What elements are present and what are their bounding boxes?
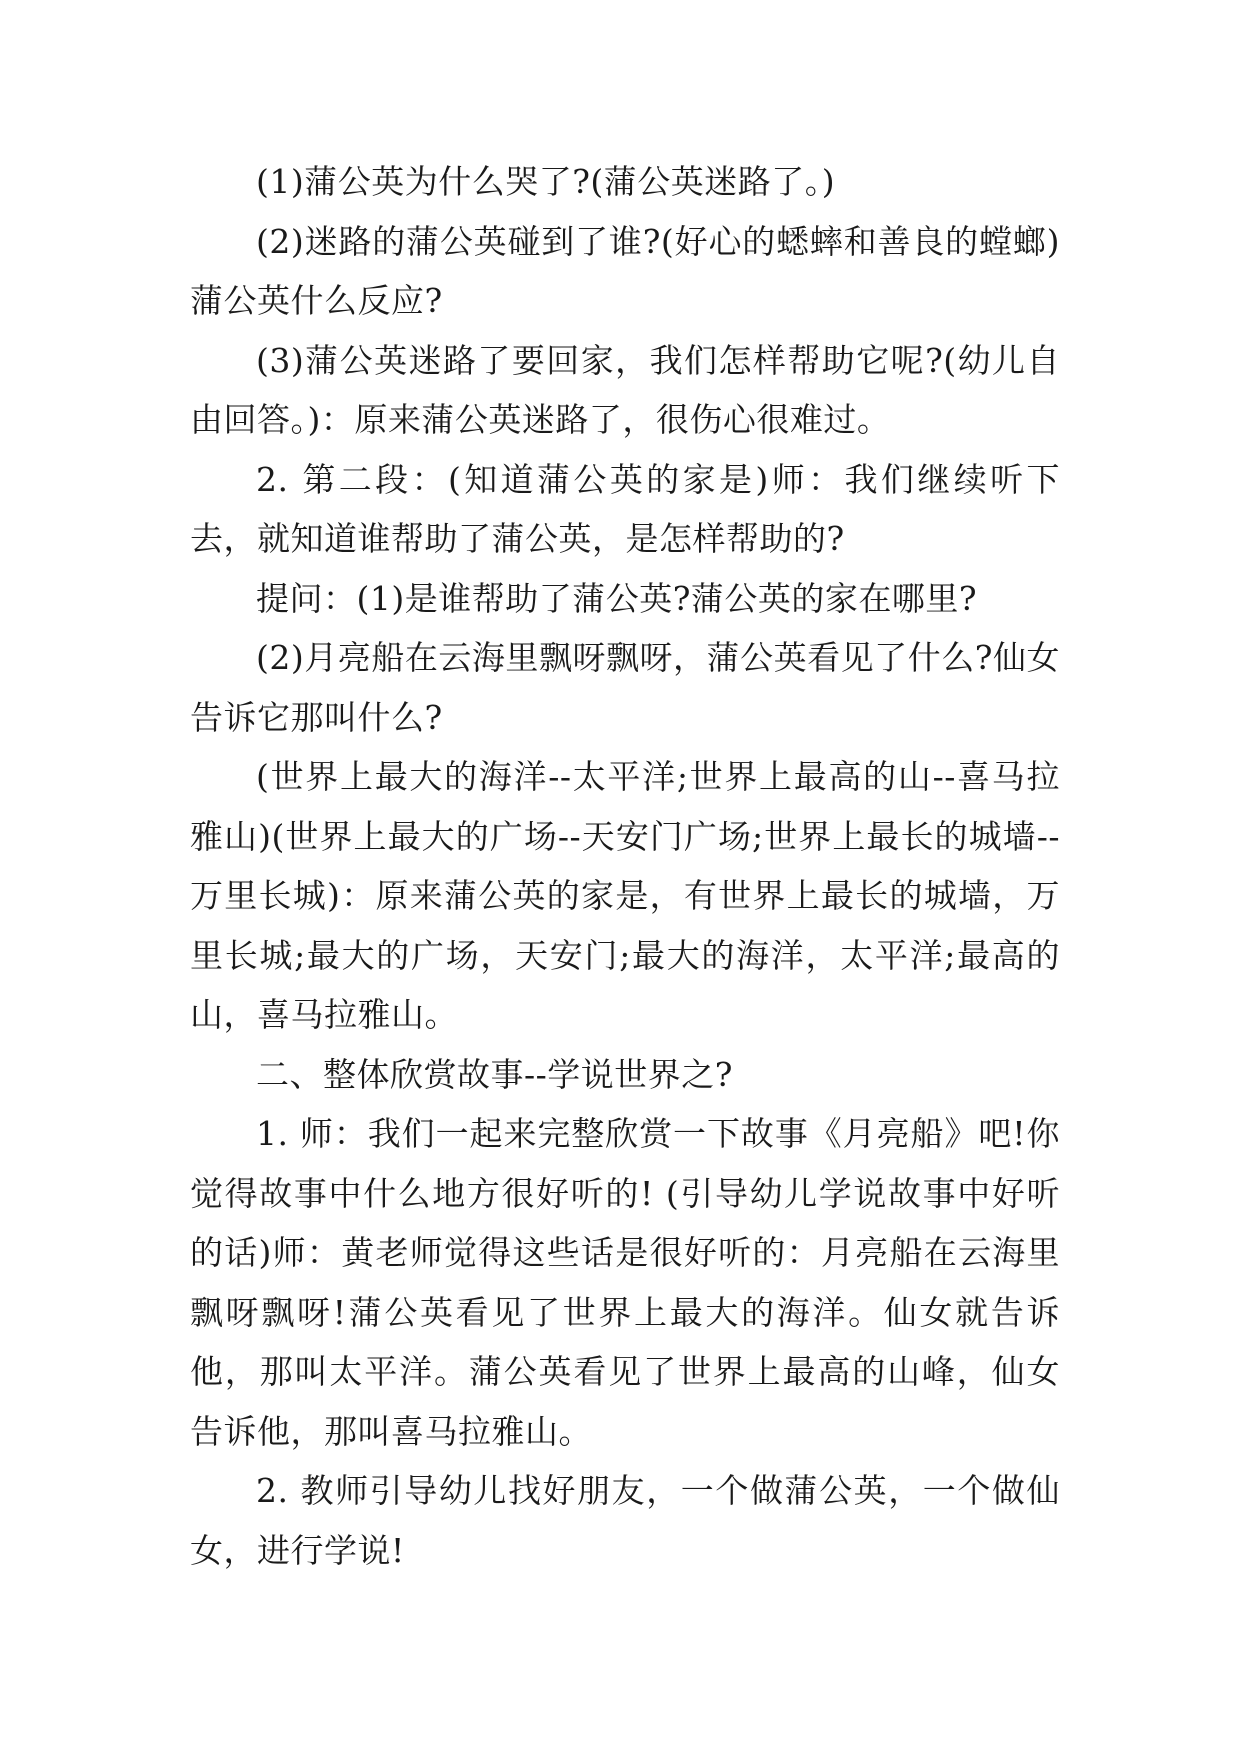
document-body [190, 152, 1060, 1580]
section-heading-2: 二、整体欣赏故事--学说世界之? [256, 1054, 733, 1094]
paragraph-role-play: 2. 教师引导幼儿找好朋友，一个做蒲公英，一个做仙女，进行学说! [190, 1471, 1060, 1570]
paragraph-question-2: (2)迷路的蒲公英碰到了谁?(好心的蟋蟀和善良的螳螂)蒲公英什么反应? [190, 221, 1060, 320]
paragraph-question-3: (3)蒲公英迷路了要回家，我们怎样帮助它呢?(幼儿自由回答。)：原来蒲公英迷路了，很伤心很难过。 [190, 340, 1060, 439]
paragraph-ask-2: (2)月亮船在云海里飘呀飘呀，蒲公英看见了什么?仙女告诉它那叫什么? [190, 638, 1060, 737]
paragraph-question-1: (1)蒲公英为什么哭了?(蒲公英迷路了。) [256, 162, 836, 201]
paragraph-story-appreciation: 1. 师：我们一起来完整欣赏一下故事《月亮船》吧!你觉得故事中什么地方很好听的! (引导幼儿学说故事中好听的话)师：黄老师觉得这些话是很好听的：月亮船在云海里飘呀飘呀!蒲公英看见了世界上最大的海洋。仙女就告诉他，那叫太平洋。蒲公英看见了世界上最高的山峰，仙女告诉他，那叫喜马拉雅山。 [190, 1114, 1060, 1451]
paragraph-world-facts: (世界上最大的海洋--太平洋;世界上最高的山--喜马拉雅山)(世界上最大的广场--天安门广场;世界上最长的城墙--万里长城)：原来蒲公英的家是，有世界上最长的城墙，万里长城;最大的广场，天安门;最大的海洋，太平洋;最高的山，喜马拉雅山。 [190, 757, 1060, 1034]
paragraph-section-2: 2. 第二段：(知道蒲公英的家是)师：我们继续听下去，就知道谁帮助了蒲公英，是怎样帮助的? [190, 459, 1060, 558]
paragraph-ask-1: 提问：(1)是谁帮助了蒲公英?蒲公英的家在哪里? [256, 578, 978, 618]
